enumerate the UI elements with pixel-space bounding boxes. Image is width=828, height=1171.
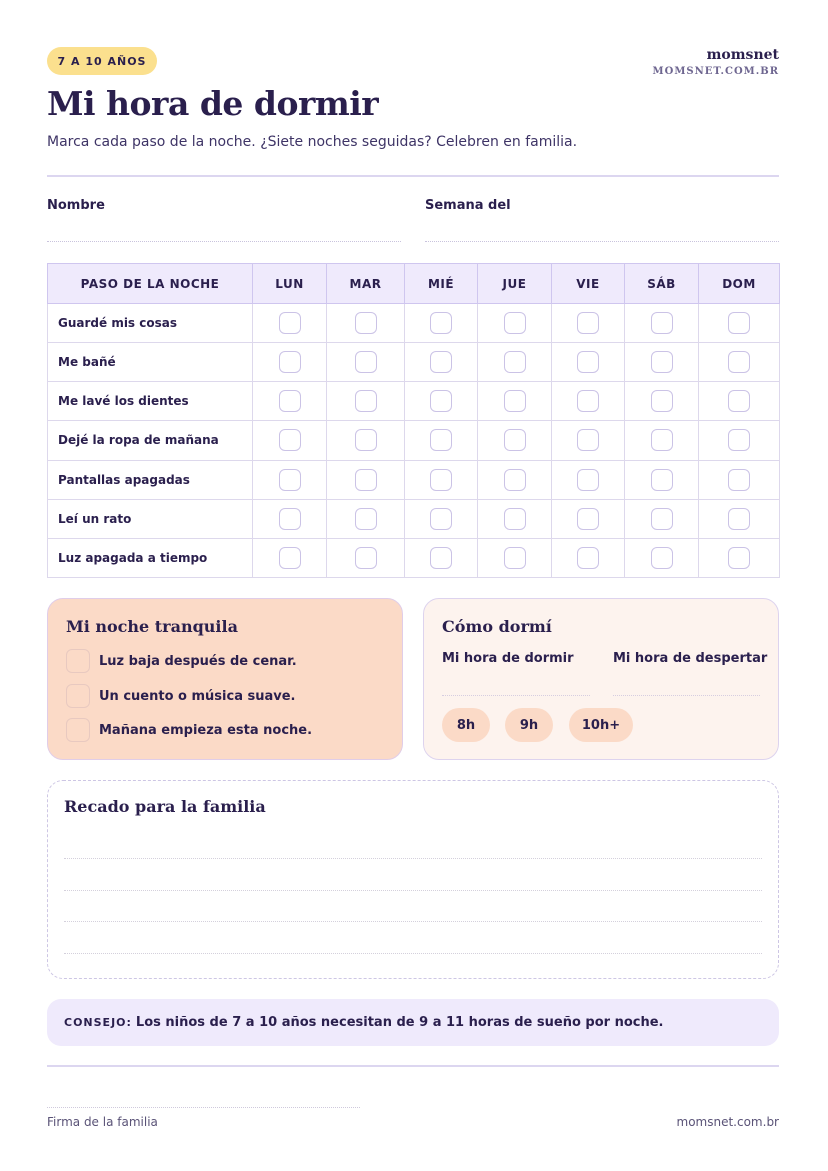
signature-label: Firma de la familia bbox=[47, 1115, 158, 1129]
day-cell bbox=[552, 499, 625, 538]
name-label: Nombre bbox=[47, 198, 105, 213]
day-checkbox[interactable] bbox=[504, 390, 526, 412]
day-checkbox[interactable] bbox=[577, 351, 599, 373]
step-label: Leí un rato bbox=[48, 499, 253, 538]
day-checkbox[interactable] bbox=[577, 390, 599, 412]
day-header-sab: SÁB bbox=[625, 264, 699, 304]
family-notes-box bbox=[47, 780, 779, 979]
day-checkbox[interactable] bbox=[728, 351, 750, 373]
day-cell bbox=[478, 343, 552, 382]
day-checkbox[interactable] bbox=[430, 547, 452, 569]
quiet-item[interactable] bbox=[66, 684, 296, 708]
page-title: Mi hora de dormir bbox=[47, 84, 379, 123]
day-cell bbox=[253, 499, 327, 538]
quiet-item-label: Un cuento o música suave. bbox=[99, 688, 296, 704]
day-cell bbox=[327, 343, 405, 382]
brand-block bbox=[653, 47, 779, 77]
table-row bbox=[48, 538, 780, 577]
day-cell bbox=[327, 304, 405, 343]
step-label: Guardé mis cosas bbox=[48, 304, 253, 343]
bedtime-field[interactable] bbox=[442, 695, 590, 696]
day-cell bbox=[478, 421, 552, 460]
week-field[interactable] bbox=[425, 241, 779, 242]
day-cell bbox=[478, 382, 552, 421]
table-row bbox=[48, 343, 780, 382]
day-cell bbox=[478, 538, 552, 577]
day-cell bbox=[478, 460, 552, 499]
day-checkbox[interactable] bbox=[504, 351, 526, 373]
table-header-row bbox=[48, 264, 780, 304]
note-line[interactable] bbox=[64, 921, 762, 922]
day-checkbox[interactable] bbox=[651, 469, 673, 491]
day-cell bbox=[405, 382, 478, 421]
day-cell bbox=[327, 421, 405, 460]
day-cell bbox=[405, 460, 478, 499]
day-checkbox[interactable] bbox=[430, 469, 452, 491]
table-row bbox=[48, 499, 780, 538]
day-header-mie: MIÉ bbox=[405, 264, 478, 304]
day-header-lun: LUN bbox=[253, 264, 327, 304]
sleep-option-8h[interactable]: 8h bbox=[442, 708, 490, 742]
day-checkbox[interactable] bbox=[279, 429, 301, 451]
tip-text: Los niños de 7 a 10 años necesitan de 9 a 11 horas de sueño por noche. bbox=[135, 1015, 664, 1030]
day-checkbox[interactable] bbox=[355, 312, 377, 334]
note-line[interactable] bbox=[64, 890, 762, 891]
quiet-item[interactable] bbox=[66, 649, 297, 673]
footer-divider bbox=[47, 1065, 779, 1067]
day-cell bbox=[552, 382, 625, 421]
tip-label: CONSEJO: bbox=[64, 1016, 132, 1029]
day-cell bbox=[253, 304, 327, 343]
day-checkbox[interactable] bbox=[728, 390, 750, 412]
day-header-vie: VIE bbox=[552, 264, 625, 304]
wake-label: Mi hora de despertar bbox=[613, 651, 768, 666]
quiet-checkbox[interactable] bbox=[66, 718, 90, 742]
quiet-checkbox[interactable] bbox=[66, 684, 90, 708]
day-cell bbox=[327, 382, 405, 421]
step-column-header: PASO DE LA NOCHE bbox=[48, 264, 253, 304]
day-checkbox[interactable] bbox=[504, 312, 526, 334]
note-line[interactable] bbox=[64, 858, 762, 859]
day-cell bbox=[405, 304, 478, 343]
day-checkbox[interactable] bbox=[355, 469, 377, 491]
day-cell bbox=[625, 499, 699, 538]
day-checkbox[interactable] bbox=[430, 390, 452, 412]
day-checkbox[interactable] bbox=[651, 351, 673, 373]
day-cell bbox=[699, 499, 780, 538]
age-badge: 7 A 10 AÑOS bbox=[47, 47, 157, 75]
day-checkbox[interactable] bbox=[651, 390, 673, 412]
day-cell bbox=[327, 538, 405, 577]
how-i-slept-card bbox=[423, 598, 779, 760]
page-subtitle: Marca cada paso de la noche. ¿Siete noches seguidas? Celebren en familia. bbox=[47, 134, 578, 150]
day-checkbox[interactable] bbox=[279, 508, 301, 530]
day-header-dom: DOM bbox=[699, 264, 780, 304]
brand-name: momsnet bbox=[706, 47, 779, 63]
day-cell bbox=[405, 343, 478, 382]
step-label: Me lavé los dientes bbox=[48, 382, 253, 421]
day-cell bbox=[478, 499, 552, 538]
day-checkbox[interactable] bbox=[728, 508, 750, 530]
day-checkbox[interactable] bbox=[577, 547, 599, 569]
quiet-item-label: Mañana empieza esta noche. bbox=[99, 722, 313, 738]
day-checkbox[interactable] bbox=[355, 508, 377, 530]
day-checkbox[interactable] bbox=[430, 429, 452, 451]
day-cell bbox=[552, 421, 625, 460]
quiet-item-label: Luz baja después de cenar. bbox=[99, 653, 297, 669]
day-checkbox[interactable] bbox=[504, 429, 526, 451]
day-checkbox[interactable] bbox=[355, 351, 377, 373]
day-header-jue: JUE bbox=[478, 264, 552, 304]
week-label: Semana del bbox=[425, 198, 511, 213]
day-cell bbox=[552, 343, 625, 382]
day-checkbox[interactable] bbox=[651, 312, 673, 334]
day-cell bbox=[625, 343, 699, 382]
day-cell bbox=[699, 382, 780, 421]
day-checkbox[interactable] bbox=[355, 547, 377, 569]
table-row bbox=[48, 382, 780, 421]
bedtime-label: Mi hora de dormir bbox=[442, 651, 574, 666]
day-cell bbox=[699, 343, 780, 382]
day-cell bbox=[552, 538, 625, 577]
step-label: Pantallas apagadas bbox=[48, 460, 253, 499]
wake-field[interactable] bbox=[613, 695, 760, 696]
day-checkbox[interactable] bbox=[279, 351, 301, 373]
day-cell bbox=[625, 304, 699, 343]
day-cell bbox=[253, 538, 327, 577]
day-checkbox[interactable] bbox=[430, 508, 452, 530]
day-checkbox[interactable] bbox=[504, 469, 526, 491]
day-cell bbox=[625, 460, 699, 499]
day-checkbox[interactable] bbox=[279, 390, 301, 412]
table-row bbox=[48, 304, 780, 343]
day-checkbox[interactable] bbox=[728, 547, 750, 569]
sleep-option-10h[interactable]: 10h+ bbox=[569, 708, 633, 742]
step-label: Me bañé bbox=[48, 343, 253, 382]
day-checkbox[interactable] bbox=[651, 508, 673, 530]
day-checkbox[interactable] bbox=[504, 508, 526, 530]
day-cell bbox=[552, 304, 625, 343]
name-field[interactable] bbox=[47, 241, 401, 242]
day-cell bbox=[625, 421, 699, 460]
day-checkbox[interactable] bbox=[577, 469, 599, 491]
day-cell bbox=[253, 382, 327, 421]
day-checkbox[interactable] bbox=[279, 312, 301, 334]
day-checkbox[interactable] bbox=[279, 469, 301, 491]
day-cell bbox=[327, 460, 405, 499]
signature-field[interactable] bbox=[47, 1107, 360, 1108]
day-checkbox[interactable] bbox=[728, 429, 750, 451]
day-checkbox[interactable] bbox=[651, 429, 673, 451]
table-row bbox=[48, 460, 780, 499]
step-label: Luz apagada a tiempo bbox=[48, 538, 253, 577]
day-cell bbox=[405, 499, 478, 538]
day-cell bbox=[699, 304, 780, 343]
day-checkbox[interactable] bbox=[577, 508, 599, 530]
day-checkbox[interactable] bbox=[504, 547, 526, 569]
step-label: Dejé la ropa de mañana bbox=[48, 421, 253, 460]
note-line[interactable] bbox=[64, 953, 762, 954]
day-cell bbox=[699, 538, 780, 577]
notes-title: Recado para la familia bbox=[64, 797, 266, 816]
day-cell bbox=[327, 499, 405, 538]
brand-url: MOMSNET.COM.BR bbox=[652, 66, 779, 77]
day-checkbox[interactable] bbox=[728, 312, 750, 334]
day-checkbox[interactable] bbox=[279, 547, 301, 569]
tip-banner bbox=[47, 999, 779, 1046]
quiet-checkbox[interactable] bbox=[66, 649, 90, 673]
quiet-night-title: Mi noche tranquila bbox=[66, 617, 238, 636]
day-checkbox[interactable] bbox=[355, 429, 377, 451]
bedtime-routine-table bbox=[47, 263, 780, 578]
quiet-item[interactable] bbox=[66, 718, 312, 742]
day-cell bbox=[253, 421, 327, 460]
day-cell bbox=[699, 421, 780, 460]
day-cell bbox=[699, 460, 780, 499]
day-cell bbox=[405, 538, 478, 577]
day-checkbox[interactable] bbox=[728, 469, 750, 491]
day-checkbox[interactable] bbox=[430, 312, 452, 334]
day-checkbox[interactable] bbox=[577, 312, 599, 334]
quiet-night-card bbox=[47, 598, 403, 760]
day-cell bbox=[253, 460, 327, 499]
how-i-slept-title: Cómo dormí bbox=[442, 617, 552, 636]
day-cell bbox=[478, 304, 552, 343]
day-cell bbox=[552, 460, 625, 499]
day-header-mar: MAR bbox=[327, 264, 405, 304]
header-divider bbox=[47, 175, 779, 177]
day-checkbox[interactable] bbox=[355, 390, 377, 412]
day-cell bbox=[625, 538, 699, 577]
day-checkbox[interactable] bbox=[651, 547, 673, 569]
table-row bbox=[48, 421, 780, 460]
sleep-option-9h[interactable]: 9h bbox=[505, 708, 553, 742]
footer-url: momsnet.com.br bbox=[676, 1115, 779, 1129]
day-cell bbox=[405, 421, 478, 460]
day-checkbox[interactable] bbox=[577, 429, 599, 451]
day-cell bbox=[253, 343, 327, 382]
day-checkbox[interactable] bbox=[430, 351, 452, 373]
day-cell bbox=[625, 382, 699, 421]
